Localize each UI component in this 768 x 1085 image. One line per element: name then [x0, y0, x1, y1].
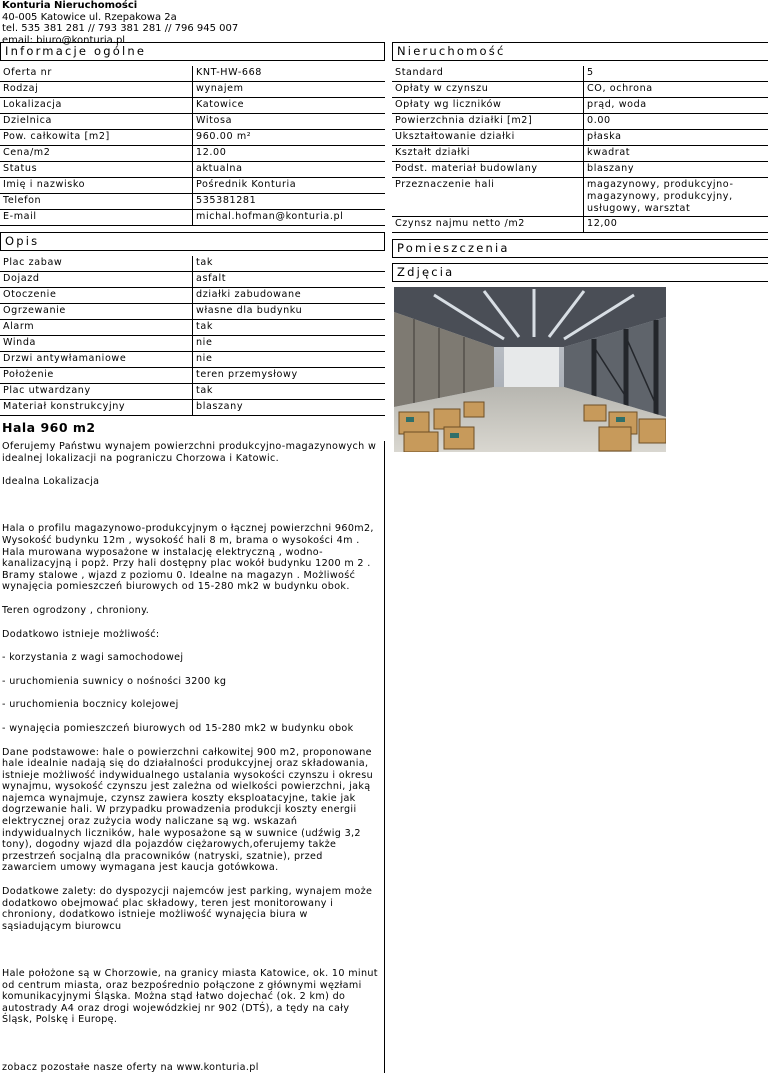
general-value: 535381281 [193, 194, 386, 210]
general-label: Rodzaj [0, 82, 193, 98]
general-row [0, 146, 385, 162]
property-value: magazynowy, produkcyjno-magazynowy, produkcyjny, usługowy, warsztat [584, 178, 768, 217]
description-paragraph: zobacz pozostałe nasze oferty na www.konturia.pl [2, 1062, 380, 1074]
opis-row [0, 272, 385, 288]
description-paragraph: Idealna Lokalizacja [2, 476, 380, 488]
opis-row [0, 400, 385, 416]
property-row [392, 82, 768, 98]
general-value: michal.hofman@konturia.pl [193, 210, 386, 226]
property-row [392, 98, 768, 114]
property-value: CO, ochrona [584, 82, 768, 98]
agency-phone: tel. 535 381 281 // 793 381 281 // 796 945 007 [2, 23, 238, 35]
opis-label: Położenie [0, 368, 193, 384]
general-row [0, 194, 385, 210]
property-value: 5 [584, 66, 768, 82]
opis-value: działki zabudowane [193, 288, 386, 304]
property-value: blaszany [584, 162, 768, 178]
opis-label: Otoczenie [0, 288, 193, 304]
agency-name: Konturia Nieruchomości [2, 0, 238, 12]
property-label: Opłaty w czynszu [392, 82, 584, 98]
opis-value: teren przemysłowy [193, 368, 386, 384]
description [0, 441, 385, 1073]
opis-label: Alarm [0, 320, 193, 336]
property-row [392, 146, 768, 162]
description-paragraph: Dodatkowe zalety: do dyspozycji najemców jest parking, wynajem może dodatkowo obejmować plac składowy, teren jest monitorowany i chroniony, dodatkowo istnieje możliwość wynajęcia biura w sąsiadującym biurowcu [2, 886, 380, 932]
property-value: 12,00 [584, 217, 768, 233]
property-row [392, 66, 768, 82]
opis-row [0, 368, 385, 384]
general-label: Telefon [0, 194, 193, 210]
opis-value: tak [193, 256, 386, 272]
property-table [392, 66, 768, 233]
description-paragraph: - wynajęcia pomieszczeń biurowych od 15-280 mk2 w budynku obok [2, 723, 380, 735]
general-value: Pośrednik Konturia [193, 178, 386, 194]
property-value: 0.00 [584, 114, 768, 130]
description-paragraph [2, 1038, 380, 1050]
description-paragraph: - uruchomienia suwnicy o nośności 3200 kg [2, 676, 380, 688]
general-table [0, 66, 385, 226]
opis-row [0, 352, 385, 368]
general-label: E-mail [0, 210, 193, 226]
description-paragraph: Oferujemy Państwu wynajem powierzchni produkcyjno-magazynowych w idealnej lokalizacji na pograniczu Chorzowa i Katowic. [2, 441, 380, 464]
description-paragraph: Hala o profilu magazynowo-produkcyjnym o łącznej powierzchni 960m2, Wysokość budynku 12m , wysokość hali 8 m, brama o wysokości 4m . Hala murowana wyposażone w instalację elektryczną , wodno-kanalizacyjną i popż. Przy hali dostępny plac wokół budynku 1200 m 2 . Bramy stalowe , wjazd z poziomu 0. Idealne na magazyn . Możliwość wynajęcia pomieszczeń biurowych od 15-280 mk2 w budynku obok. [2, 523, 380, 593]
general-row [0, 114, 385, 130]
general-value: 12.00 [193, 146, 386, 162]
property-row [392, 178, 768, 217]
section-title-opis: Opis [0, 232, 385, 251]
general-value: Katowice [193, 98, 386, 114]
property-label: Czynsz najmu netto /m2 [392, 217, 584, 233]
warehouse-image [394, 287, 666, 452]
agency-email: email: biuro@konturia.pl [2, 35, 238, 47]
general-label: Pow. całkowita [m2] [0, 130, 193, 146]
general-label: Dzielnica [0, 114, 193, 130]
opis-value: nie [193, 352, 386, 368]
description-paragraph [2, 944, 380, 956]
description-paragraph [2, 500, 380, 512]
general-label: Status [0, 162, 193, 178]
section-title-photos: Zdjęcia [392, 263, 768, 282]
opis-label: Drzwi antywłamaniowe [0, 352, 193, 368]
description-paragraph: Teren ogrodzony , chroniony. [2, 605, 380, 617]
general-value: Witosa [193, 114, 386, 130]
section-title-property: Nieruchomość [392, 42, 768, 61]
section-title-general: Informacje ogólne [0, 42, 385, 61]
general-value: wynajem [193, 82, 386, 98]
general-row [0, 98, 385, 114]
general-label: Oferta nr [0, 66, 193, 82]
opis-row [0, 288, 385, 304]
property-label: Powierzchnia działki [m2] [392, 114, 584, 130]
property-value: kwadrat [584, 146, 768, 162]
property-row [392, 130, 768, 146]
general-label: Cena/m2 [0, 146, 193, 162]
opis-table [0, 256, 385, 416]
opis-value: blaszany [193, 400, 386, 416]
opis-value: asfalt [193, 272, 386, 288]
property-label: Kształt działki [392, 146, 584, 162]
opis-value: własne dla budynku [193, 304, 386, 320]
agency-header [2, 0, 238, 46]
opis-row [0, 256, 385, 272]
opis-value: tak [193, 320, 386, 336]
warehouse-photo[interactable] [394, 287, 666, 452]
property-value: prąd, woda [584, 98, 768, 114]
description-paragraph: - uruchomienia bocznicy kolejowej [2, 699, 380, 711]
general-row [0, 66, 385, 82]
general-label: Imię i nazwisko [0, 178, 193, 194]
property-label: Opłaty wg liczników [392, 98, 584, 114]
section-title-rooms: Pomieszczenia [392, 239, 768, 258]
general-value: KNT-HW-668 [193, 66, 386, 82]
opis-label: Winda [0, 336, 193, 352]
description-paragraph: Hale położone są w Chorzowie, na granicy miasta Katowice, ok. 10 minut od centrum miasta, oraz bezpośrednio połączone z głównymi węzłami komunikacyjnymi Śląska. Można stąd łatwo dojechać (ok. 2 km) do autostrady A4 oraz drogi wojewódzkiej nr 902 (DTŚ), a tędy na cały Śląsk, Polskę i Europę. [2, 968, 380, 1026]
hall-title: Hala 960 m2 [2, 420, 385, 435]
opis-row [0, 384, 385, 400]
general-row [0, 130, 385, 146]
general-row [0, 162, 385, 178]
opis-row [0, 336, 385, 352]
opis-row [0, 320, 385, 336]
general-row [0, 210, 385, 226]
general-row [0, 82, 385, 98]
opis-value: nie [193, 336, 386, 352]
general-row [0, 178, 385, 194]
property-label: Standard [392, 66, 584, 82]
agency-address: 40-005 Katowice ul. Rzepakowa 2a [2, 12, 238, 24]
property-label: Podst. materiał budowlany [392, 162, 584, 178]
opis-label: Ogrzewanie [0, 304, 193, 320]
description-paragraph: Dane podstawowe: hale o powierzchni całkowitej 900 m2, proponowane hale idealnie nadają się do działalności produkcyjnej oraz składowania, istnieje możliwość indywidualnego ustalania wysokości czynszu i okresu wynajmu, wysokość czynszu jest zależna od wielkości powierzchni, jaką najemca wynajmuje, czynsz zawiera koszty eksploatacyjne, takie jak dogrzewanie hali. W przypadku prowadzenia produkcji koszty energii elektrycznej oraz zużycia wody naliczane są wg. wskazań indywidualnych liczników, hale wyposażone są w suwnice (udźwig 3,2 tony), dogodny wjazd dla pojazdów ciężarowych,oferujemy także przestrzeń socjalną dla pracowników (natryski, szatnie), przed zawarciem umowy wymagana jest kaucja gotówkowa. [2, 747, 380, 875]
property-label: Ukształtowanie działki [392, 130, 584, 146]
property-row [392, 114, 768, 130]
opis-label: Plac utwardzany [0, 384, 193, 400]
property-row [392, 162, 768, 178]
general-value: aktualna [193, 162, 386, 178]
opis-row [0, 304, 385, 320]
general-value: 960.00 m² [193, 130, 386, 146]
general-label: Lokalizacja [0, 98, 193, 114]
opis-label: Materiał konstrukcyjny [0, 400, 193, 416]
property-label: Przeznaczenie hali [392, 178, 584, 217]
description-paragraph: Dodatkowo istnieje możliwość: [2, 629, 380, 641]
left-column [0, 42, 385, 1085]
right-column [392, 42, 768, 452]
opis-label: Plac zabaw [0, 256, 193, 272]
description-paragraph: - korzystania z wagi samochodowej [2, 652, 380, 664]
opis-label: Dojazd [0, 272, 193, 288]
property-row [392, 217, 768, 233]
property-value: płaska [584, 130, 768, 146]
opis-value: tak [193, 384, 386, 400]
